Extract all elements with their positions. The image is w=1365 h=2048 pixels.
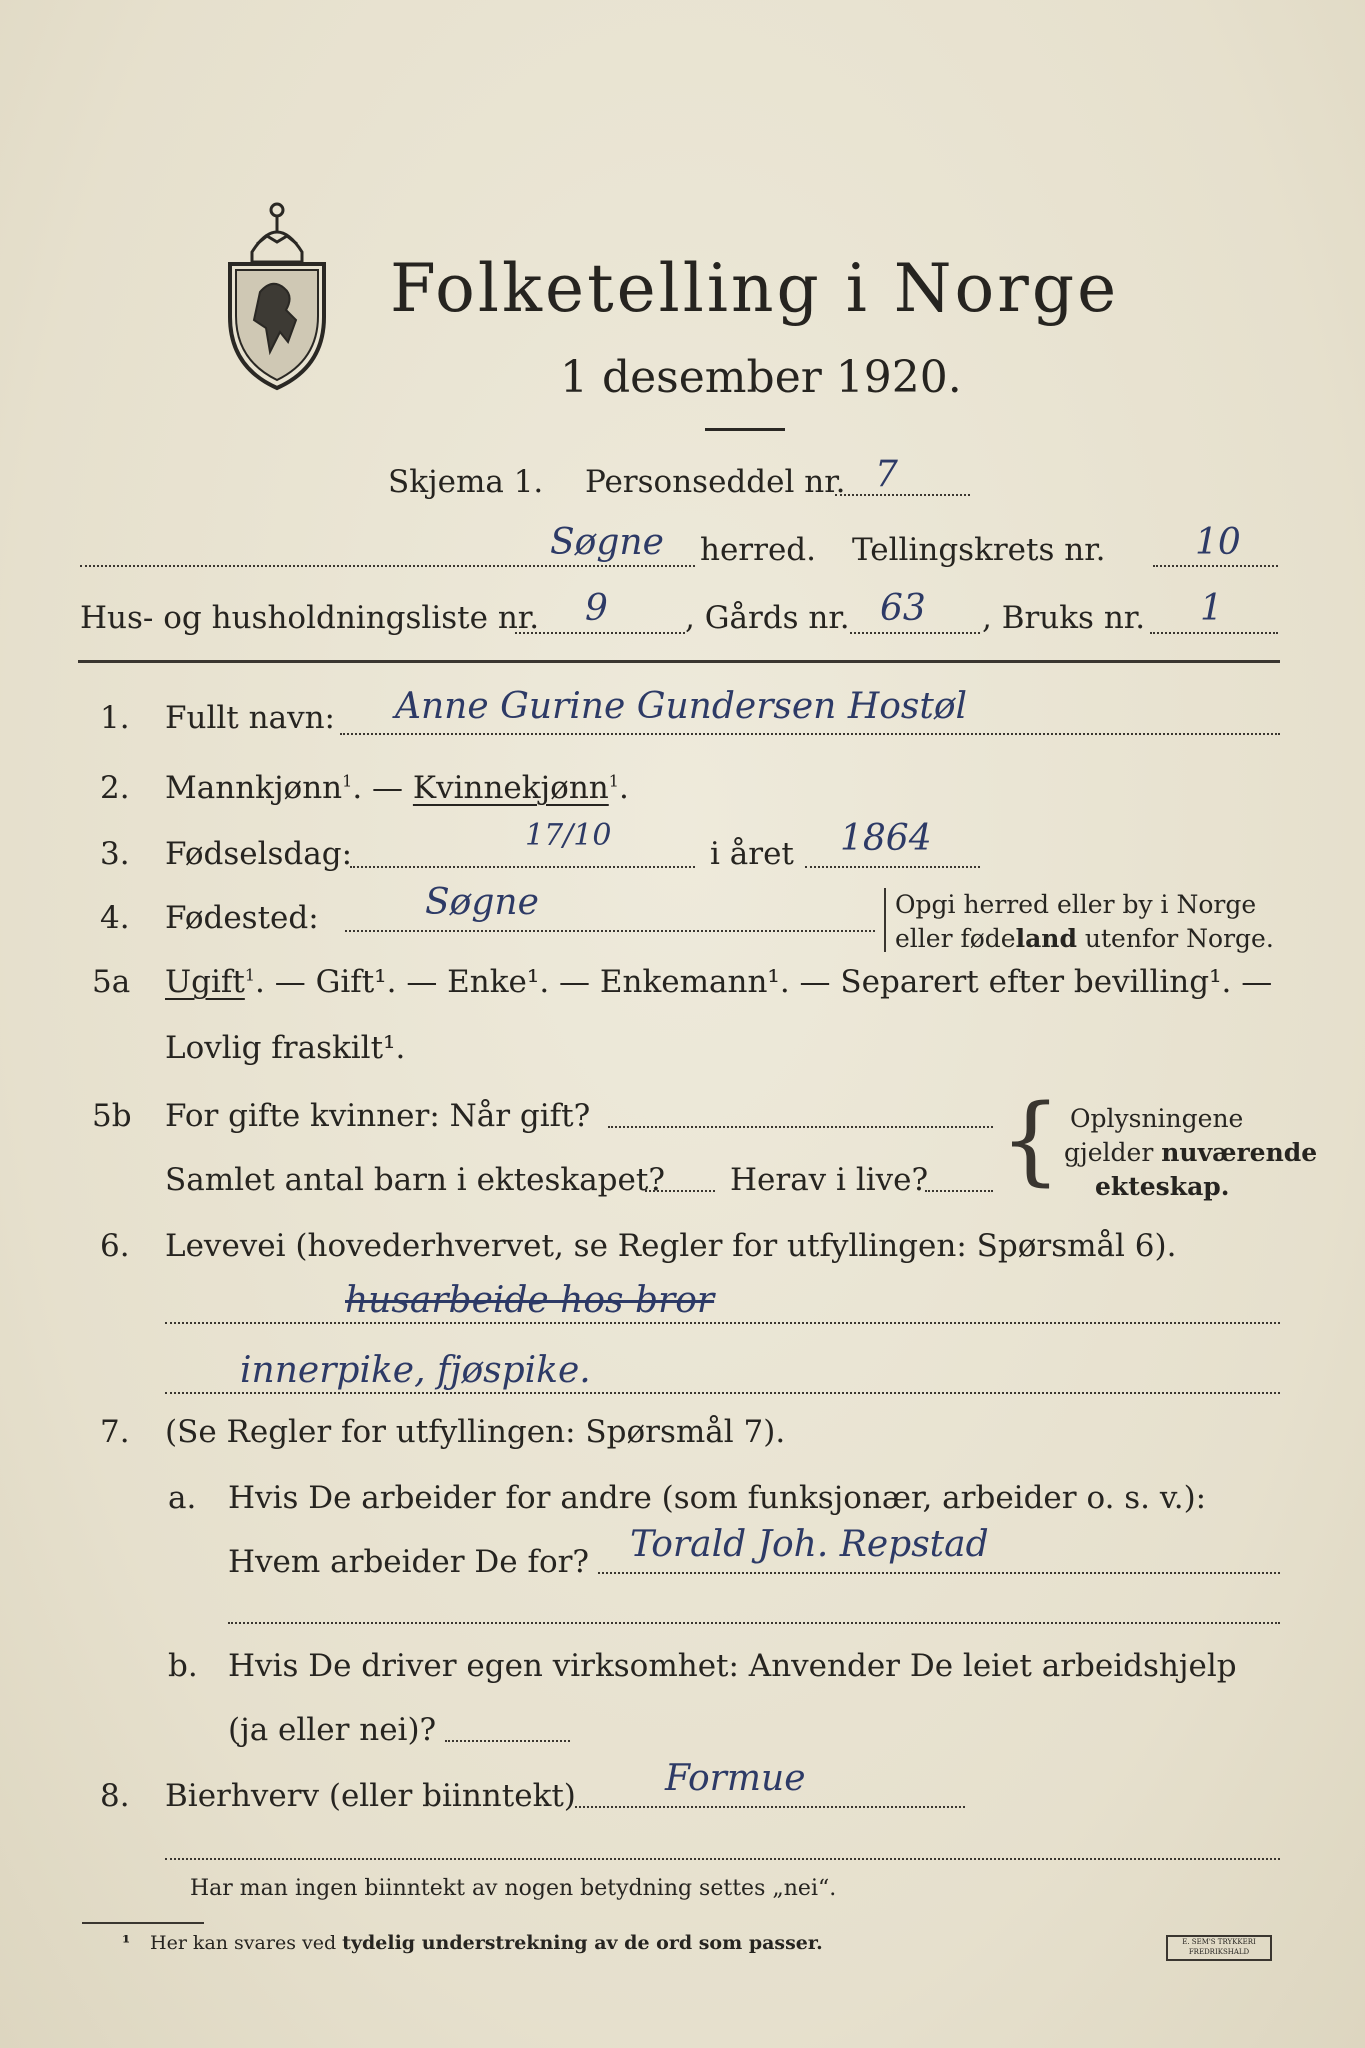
bruks-label: , Bruks nr. (982, 600, 1146, 636)
bruks-value[interactable]: 1 (1200, 588, 1223, 629)
q5a-options: Ugift$^1$. — Gift¹. — Enke¹. — Enkemann¹. — Separert efter bevilling¹. — (165, 964, 1273, 1000)
husliste-label: Hus- og husholdningsliste nr. (80, 600, 540, 636)
q7a-question: Hvem arbeider De for? (228, 1544, 590, 1580)
q6-value-struck[interactable]: husarbeide hos bror (345, 1280, 715, 1321)
q2-number: 2. (100, 770, 130, 806)
q8-side-income[interactable]: Formue (665, 1758, 806, 1799)
q5a-ugift-selected[interactable]: Ugift (165, 964, 245, 1000)
q5a-line2[interactable]: Lovlig fraskilt¹. (165, 1030, 406, 1066)
q3-label: Fødselsdag: (165, 836, 353, 872)
q8-line-1 (575, 1806, 965, 1808)
q7-label: (Se Regler for utfyllingen: Spørsmål 7). (165, 1414, 786, 1450)
q4-bracket (884, 888, 886, 952)
norwegian-coat-of-arms-icon (222, 192, 332, 392)
q3-birth-year[interactable]: 1864 (840, 818, 932, 859)
tellingskrets-line (1153, 565, 1278, 567)
q3-date-line (350, 866, 695, 868)
gards-label: , Gårds nr. (685, 600, 850, 636)
q2-mannkjonn[interactable]: Mannkjønn (165, 770, 343, 806)
q5b-note-1: Oplysningene (1070, 1104, 1244, 1133)
q7-number: 7. (100, 1414, 130, 1450)
q6-occupation[interactable]: innerpike, fjøspike. (240, 1350, 591, 1391)
q1-label: Fullt navn: (165, 700, 335, 736)
q5b-note-3: ekteskap. (1095, 1172, 1230, 1201)
printer-stamp: E. SEM'S TRYKKERI FREDRIKSHALD (1166, 1935, 1272, 1961)
q1-line (340, 733, 1280, 735)
q5b-label-2: Samlet antal barn i ekteskapet? (165, 1162, 665, 1198)
personseddel-label: Personseddel nr. (585, 464, 846, 500)
q4-number: 4. (100, 900, 130, 936)
herred-line (80, 565, 695, 567)
gards-line (850, 632, 980, 634)
personseddel-value[interactable]: 7 (875, 454, 898, 495)
form-date: 1 desember 1920. (560, 352, 962, 403)
q1-full-name[interactable]: Anne Gurine Gundersen Hostøl (395, 686, 968, 727)
q5b-children-line (645, 1190, 715, 1192)
q7b-line (445, 1740, 570, 1742)
q7a-line-1 (598, 1572, 1280, 1574)
herred-value[interactable]: Søgne (550, 522, 664, 563)
q6-line-1 (165, 1322, 1280, 1324)
q7a-employer[interactable]: Torald Joh. Repstad (630, 1524, 989, 1565)
q2-kvinnekjonn-selected[interactable]: Kvinnekjønn (412, 770, 609, 806)
header-divider (78, 660, 1280, 663)
husliste-value[interactable]: 9 (585, 588, 608, 629)
form-title: Folketelling i Norge (390, 250, 1120, 327)
q5b-label-1: For gifte kvinner: Når gift? (165, 1098, 591, 1134)
title-divider (705, 428, 785, 431)
q5b-note-2: gjelder nuværende (1064, 1138, 1318, 1167)
q1-number: 1. (100, 700, 130, 736)
q6-label: Levevei (hovederhvervet, se Regler for utfyllingen: Spørsmål 6). (165, 1228, 1177, 1264)
personseddel-line (835, 494, 970, 496)
q2-separator: . — (352, 770, 413, 806)
q5b-brace: { (1000, 1084, 1062, 1196)
q5b-number: 5b (92, 1098, 132, 1134)
tellingskrets-label: Tellingskrets nr. (852, 532, 1106, 568)
q4-line (345, 930, 875, 932)
footnote-text: Her kan svares ved tydelig understrekning av de ord som passer. (150, 1932, 823, 1954)
q4-birthplace[interactable]: Søgne (425, 882, 539, 923)
footnote-divider (82, 1922, 204, 1924)
q5a-number: 5a (92, 964, 131, 1000)
q4-label: Fødested: (165, 900, 319, 936)
q3-number: 3. (100, 836, 130, 872)
q3-year-line (805, 866, 980, 868)
q3-birth-date[interactable]: 17/10 (525, 818, 612, 853)
q3-year-label: i året (710, 836, 794, 872)
q5b-label-3: Herav i live? (730, 1162, 929, 1198)
q8-number: 8. (100, 1778, 130, 1814)
q7a-text: Hvis De arbeider for andre (som funksjonær, arbeider o. s. v.): (228, 1480, 1207, 1516)
q7b-question: (ja eller nei)? (228, 1712, 437, 1748)
tellingskrets-value[interactable]: 10 (1195, 522, 1241, 563)
footer-note: Har man ingen biinntekt av nogen betydning settes „nei“. (190, 1876, 837, 1901)
q6-line-2 (165, 1392, 1280, 1394)
gards-value[interactable]: 63 (880, 588, 926, 629)
q8-line-2 (165, 1858, 1280, 1860)
herred-label: herred. (700, 532, 816, 568)
footnote-mark: ¹ (122, 1932, 131, 1954)
q6-number: 6. (100, 1228, 130, 1264)
q7b-letter: b. (168, 1648, 198, 1684)
q2-options: Mannkjønn$^1$. — Kvinnekjønn$^1$. (165, 770, 629, 806)
q7b-text: Hvis De driver egen virksomhet: Anvender De leiet arbeidshjelp (228, 1648, 1237, 1684)
q5b-married-line (608, 1126, 993, 1128)
bruks-line (1150, 632, 1278, 634)
q4-note-2: eller fødeland utenfor Norge. (895, 924, 1274, 953)
skjema-label: Skjema 1. (388, 464, 544, 500)
q5a-other-options[interactable]: . — Gift¹. — Enke¹. — Enkemann¹. — Separert efter bevilling¹. — (255, 964, 1273, 1000)
q7a-letter: a. (168, 1480, 197, 1516)
q7a-line-2 (228, 1622, 1280, 1624)
q8-label: Bierhverv (eller biinntekt) (165, 1778, 576, 1814)
q4-note-1: Opgi herred eller by i Norge (895, 890, 1257, 919)
husliste-line (515, 632, 685, 634)
q5b-alive-line (925, 1190, 993, 1192)
q2-end: . (618, 770, 629, 806)
